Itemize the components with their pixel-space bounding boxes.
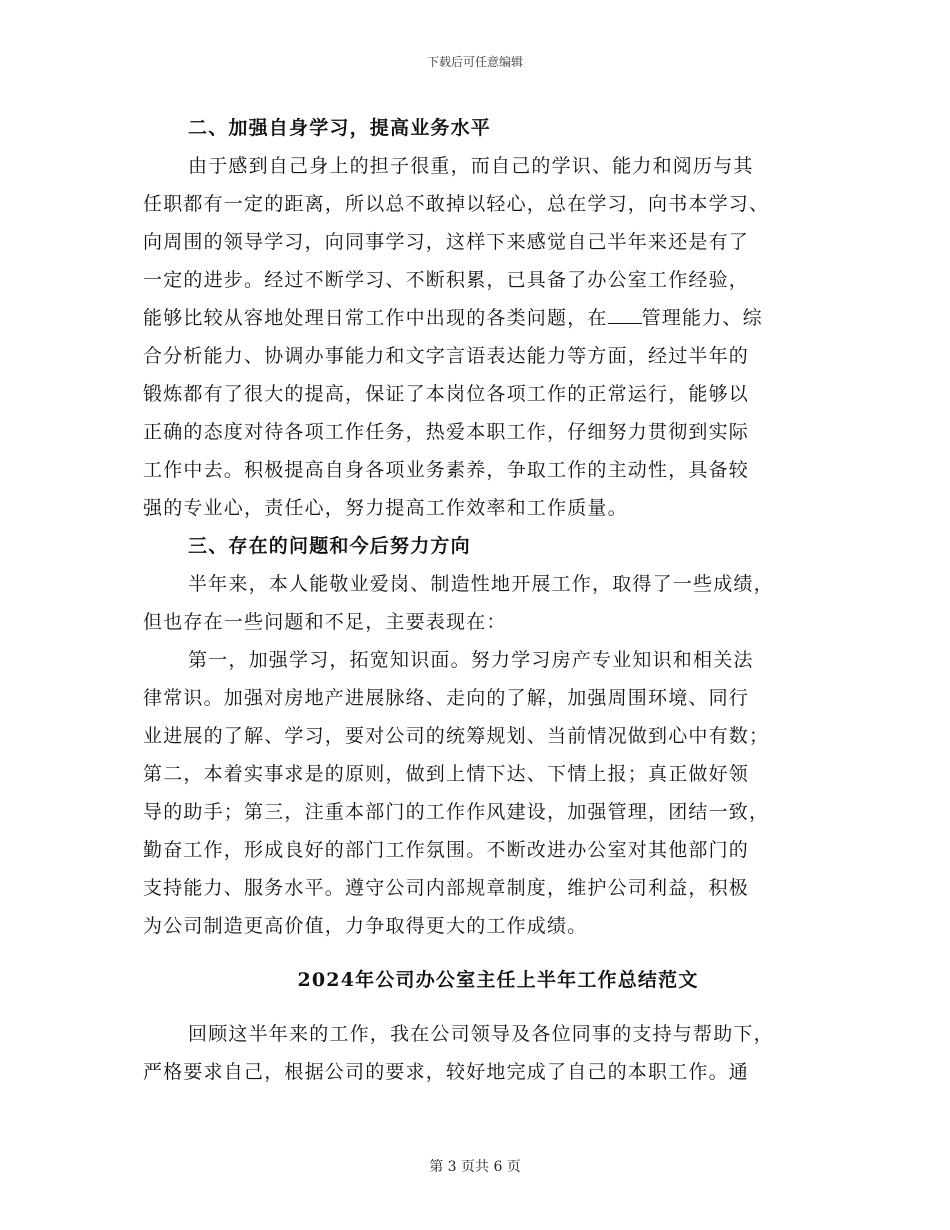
- paragraph-line: 工作中去。积极提高自身各项业务素养，争取工作的主动性，具备较: [143, 459, 750, 481]
- paragraph-line: 律常识。加强对房地产进展脉络、走向的了解，加强周围环境、同行: [143, 687, 750, 709]
- document-body: [143, 109, 813, 1091]
- paragraph-line: 锻炼都有了很大的提高，保证了本岗位各项工作的正常运行，能够以: [143, 383, 750, 405]
- paragraph-line: 一定的进步。经过不断学习、不断积累，已具备了办公室工作经验，: [143, 269, 750, 291]
- page-header: 下载后可任意编辑: [426, 55, 523, 69]
- paragraph-line: 支持能力、服务水平。遵守公司内部规章制度，维护公司利益，积极: [143, 877, 750, 899]
- paragraph-line: 由于感到自己身上的担子很重，而自己的学识、能力和阅历与其: [188, 155, 754, 177]
- paragraph-line: 严格要求自己，根据公司的要求，较好地完成了自己的本职工作。通: [143, 1061, 750, 1083]
- paragraph-line: 合分析能力、协调办事能力和文字言语表达能力等方面，经过半年的: [143, 345, 750, 367]
- paragraph-line: 为公司制造更高价值，力争取得更大的工作成绩。: [143, 915, 588, 937]
- paragraph-line: 任职都有一定的距离，所以总不敢掉以轻心，总在学习，向书本学习、: [143, 193, 770, 215]
- paragraph-line: 强的专业心，责任心，努力提高工作效率和工作质量。: [143, 497, 628, 519]
- paragraph-line: 回顾这半年来的工作，我在公司领导及各位同事的支持与帮助下，: [188, 1023, 774, 1045]
- fill-in-blank: [608, 307, 642, 324]
- paragraph-line: 但也存在一些问题和不足，主要表现在：: [143, 611, 507, 633]
- section-heading: 三、存在的问题和今后努力方向: [188, 535, 471, 557]
- paragraph-line: 向周围的领导学习，向同事学习，这样下来感觉自己半年来还是有了: [143, 231, 750, 253]
- paragraph-line: 正确的态度对待各项工作任务，热爱本职工作，仔细努力贯彻到实际: [143, 421, 750, 443]
- text-after-blank: 管理能力、综: [641, 307, 763, 329]
- paragraph-line: [143, 299, 813, 337]
- text-before-blank: 能够比较从容地处理日常工作中出现的各类问题，在: [143, 307, 608, 329]
- paragraph-line: 半年来，本人能敬业爱岗、制造性地开展工作，取得了一些成绩，: [188, 573, 774, 595]
- paragraph-line: 第一，加强学习，拓宽知识面。努力学习房产专业知识和相关法: [188, 649, 754, 671]
- section-heading: 二、加强自身学习，提高业务水平: [188, 117, 492, 139]
- paragraph-line: 勤奋工作，形成良好的部门工作氛围。不断改进办公室对其他部门的: [143, 839, 750, 861]
- page-footer: 第 3 页共 6 页: [429, 1159, 521, 1175]
- paragraph-line: 导的助手；第三，注重本部门的工作作风建设，加强管理，团结一致，: [143, 801, 770, 823]
- article-title: 2024年公司办公室主任上半年工作总结范文: [297, 969, 699, 991]
- paragraph-line: 业进展的了解、学习，要对公司的统筹规划、当前情况做到心中有数；: [143, 725, 770, 747]
- paragraph-line: 第二，本着实事求是的原则，做到上情下达、下情上报；真正做好领: [143, 763, 750, 785]
